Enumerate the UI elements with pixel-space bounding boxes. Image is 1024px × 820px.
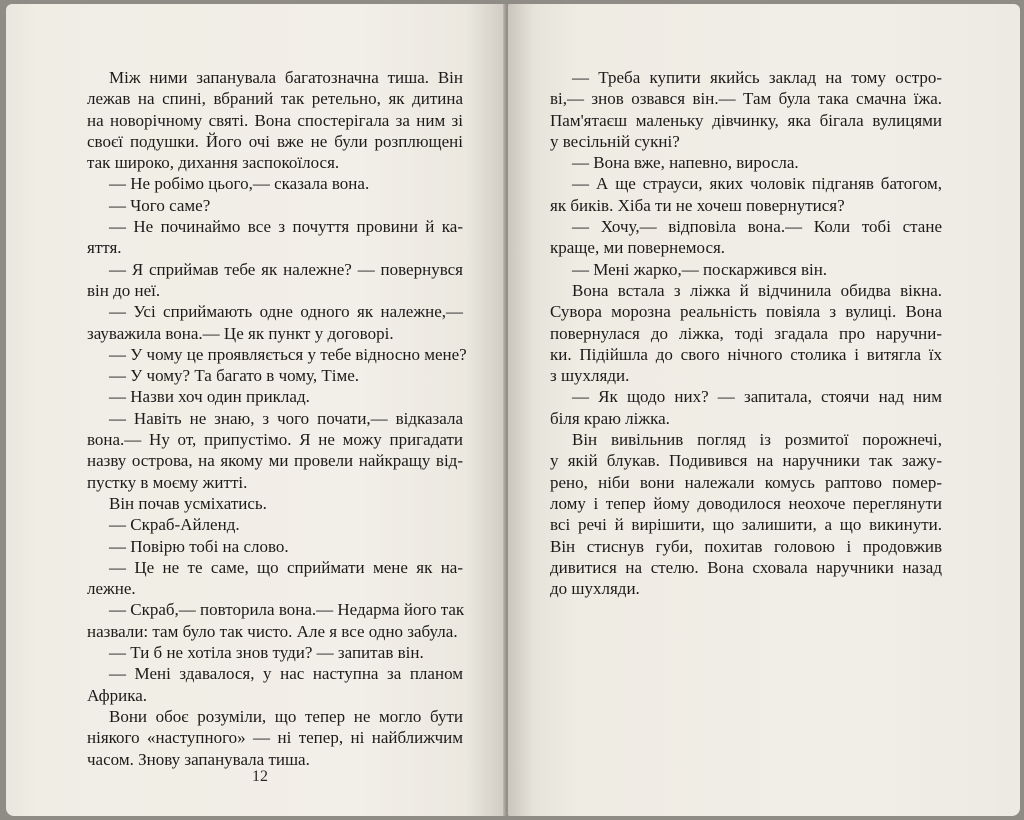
- text-line: — Скраб-Айленд.: [109, 515, 240, 535]
- text-line: Сувора морозна реальність повіяла з вулиці. Вона: [550, 302, 942, 322]
- text-line: дивитися на стелю. Вона сховала наручники назад: [550, 557, 942, 577]
- text-line: — Навіть не знаю, з чого почати,— відказала: [109, 408, 463, 428]
- text-line: — Вона вже, напевно, виросла.: [572, 153, 799, 173]
- text-line: Африка.: [87, 685, 148, 705]
- text-line: — Треба купити якийсь заклад на тому остро-: [572, 68, 942, 87]
- text-line: — Це не те саме, що сприймати мене як на-: [109, 557, 463, 577]
- text-line: Вона встала з ліжка й відчинила обидва вікна.: [572, 280, 942, 300]
- text-line: краще, ми повернемося.: [550, 238, 726, 258]
- text-line: лежне.: [87, 579, 136, 599]
- text-line: своєї подушки. Його очі вже не були розплющені: [87, 131, 463, 151]
- page-number: 12: [252, 768, 268, 785]
- text-line: Він вивільнив погляд із розмитої порожнечі,: [572, 430, 942, 450]
- text-line: — Мені жарко,— поскаржився він.: [572, 259, 828, 279]
- text-line: — Як щодо них? — запитала, стоячи над ним: [572, 387, 942, 407]
- text-line: Між ними запанувала багатозначна тиша. Він: [109, 68, 463, 87]
- text-line: повернулася до ліжка, тоді згадала про наручни-: [550, 323, 942, 343]
- text-line: Пам'ятаєш маленьку дівчинку, яка бігала вулицями: [550, 110, 942, 130]
- text-line: зауважила вона.— Це як пункт у договорі.: [87, 323, 394, 343]
- text-line: Він почав усміхатись.: [109, 493, 267, 513]
- text-line: у якій блукав. Подивився на наручники так зажу-: [550, 451, 942, 471]
- text-line: — У чому? Та багато в чому, Тіме.: [109, 366, 360, 386]
- text-line: ніякого «наступного» — ні тепер, ні найближчим: [87, 728, 463, 748]
- text-line: — Я сприймав тебе як належне? — повернувся: [109, 259, 463, 279]
- text-line: лежав на спині, вбраний так ретельно, як дитина: [87, 89, 463, 109]
- right-page-text: [550, 67, 942, 599]
- text-line: рено, ніби вони належали комусь раптово помер-: [550, 472, 942, 492]
- text-line: назвали: там було так чисто. Але я все одно забула.: [87, 621, 458, 641]
- text-line: — Назви хоч один приклад.: [109, 387, 310, 407]
- text-line: — У чому це проявляється у тебе відносно мене?: [109, 344, 467, 364]
- text-line: він до неї.: [87, 280, 161, 300]
- left-page: [6, 4, 506, 816]
- text-line: — Усі сприймають одне одного як належне,—: [109, 302, 463, 322]
- text-line: лому і тепер йому доводилося неохоче переглянути: [550, 493, 942, 513]
- text-line: всі речі й вирішити, що залишити, а що викинути.: [550, 515, 942, 535]
- text-line: як биків. Хіба ти не хочеш повернутися?: [550, 195, 845, 215]
- text-line: пустку в моєму житті.: [87, 472, 248, 492]
- text-line: назву острова, на якому ми провели найкращу від-: [87, 451, 463, 471]
- text-line: — Скраб,— повторила вона.— Недарма його так: [109, 600, 465, 620]
- text-line: — Не починаймо все з почуття провини й ка-: [109, 217, 463, 237]
- text-line: біля краю ліжка.: [550, 408, 670, 428]
- text-line: — Ти б не хотіла знов туди? — запитав він.: [109, 643, 424, 663]
- text-line: ки. Підійшла до свого нічного столика і витягла їх: [550, 344, 942, 364]
- text-line: так широко, дихання заспокоїлося.: [87, 153, 340, 173]
- text-line: у весільній сукні?: [550, 131, 680, 151]
- text-line: — Чого саме?: [109, 195, 211, 215]
- text-line: Вони обоє розуміли, що тепер не могло бути: [109, 706, 463, 726]
- text-line: — А ще страуси, яких чоловік підганяв батогом,: [572, 174, 942, 194]
- text-line: з шухляди.: [550, 366, 630, 386]
- text-line: вона.— Ну от, припустімо. Я не можу пригадати: [87, 430, 463, 450]
- text-line: — Повірю тобі на слово.: [109, 536, 289, 556]
- text-line: ві,— знов озвався він.— Там була така смачна їжа.: [550, 89, 942, 109]
- text-line: на новорічному святі. Вона спостерігала за ним зі: [87, 110, 463, 130]
- right-page: [508, 4, 1020, 816]
- text-line: часом. Знову запанувала тиша.: [87, 749, 310, 769]
- text-line: — Хочу,— відповіла вона.— Коли тобі стане: [572, 217, 942, 237]
- text-line: Він стиснув губи, похитав головою і продовжив: [550, 536, 942, 556]
- text-line: яття.: [87, 238, 122, 258]
- text-line: — Мені здавалося, у нас наступна за планом: [109, 664, 463, 684]
- text-line: — Не робімо цього,— сказала вона.: [109, 174, 370, 194]
- text-line: до шухляди.: [550, 579, 640, 599]
- left-page-text: [87, 67, 467, 770]
